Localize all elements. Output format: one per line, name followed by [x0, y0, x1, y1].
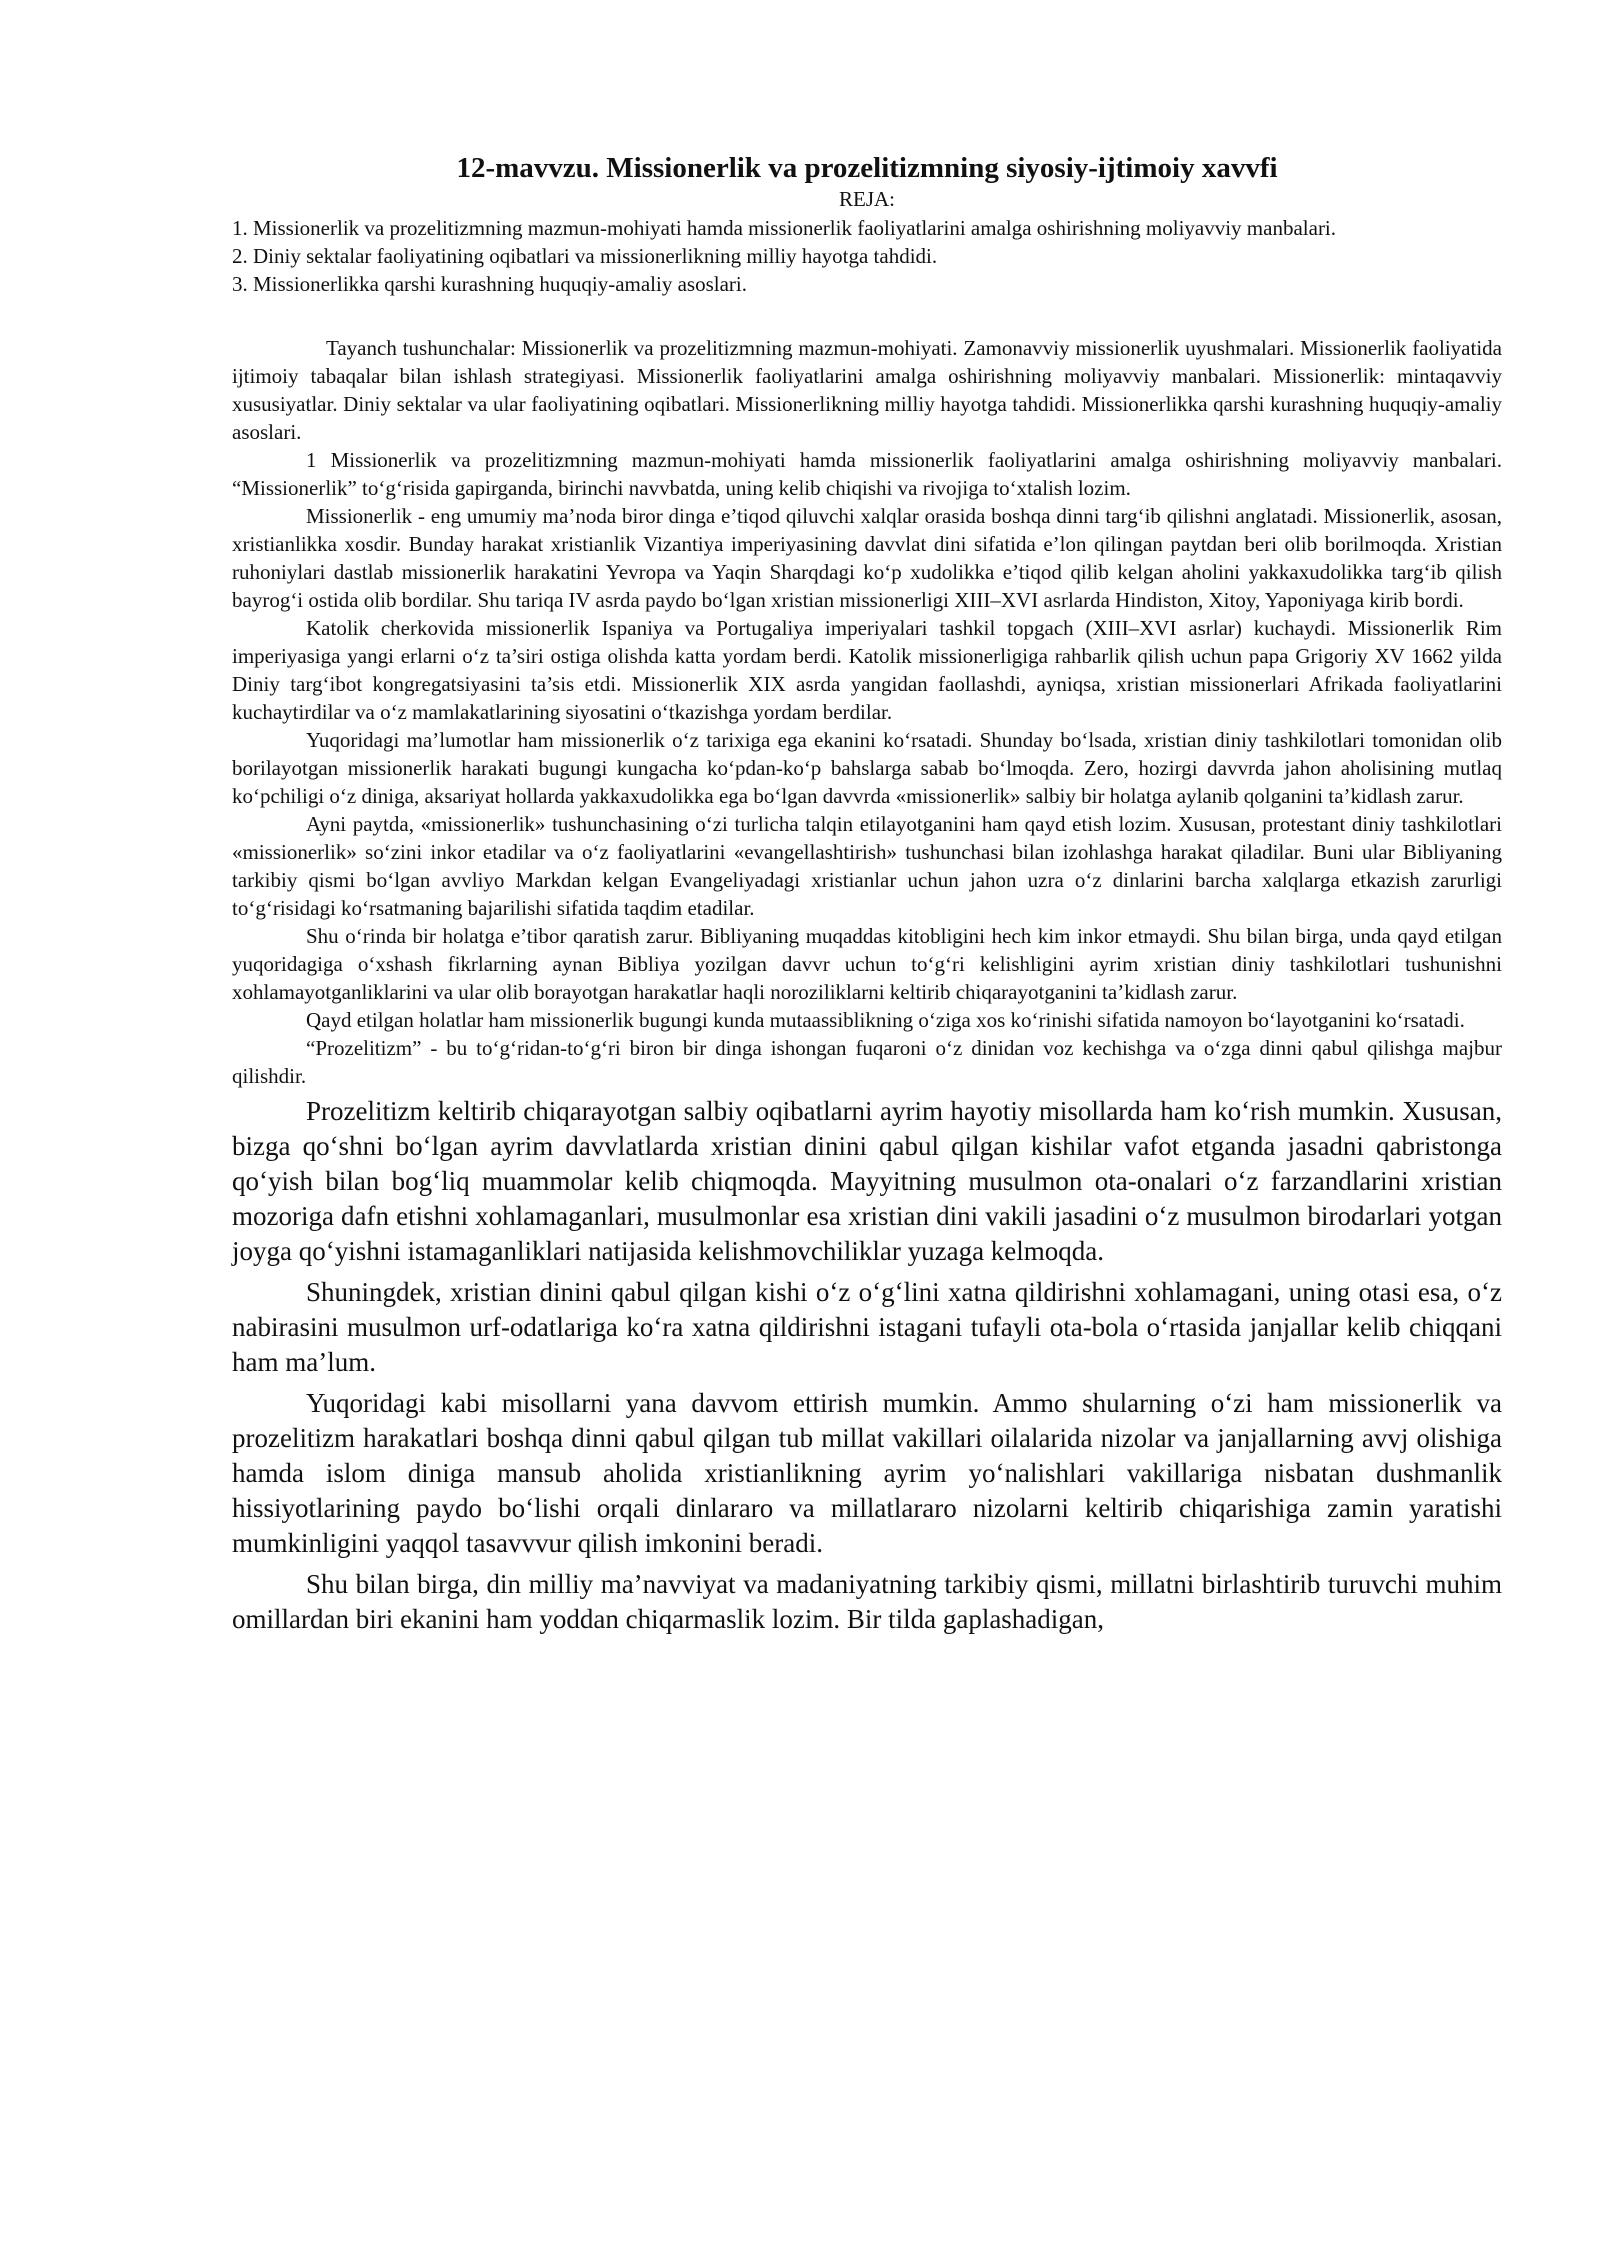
- body-paragraph: Shuningdek, xristian dinini qabul qilgan kishi o‘z o‘g‘lini xatna qildirishni xohlamagani, uning otasi esa, o‘z nabirasini musulmon urf-odatlariga ko‘ra xatna qildirishni istagani tufayli ota-bola o‘rtasida janjallar kelib chiqqani ham ma’lum.: [232, 1277, 1502, 1377]
- body-paragraph: Katolik cherkovida missionerlik Ispaniya va Portugaliya imperiyalari tashkil topgach (XIII–XVI asrlar) kuchaydi. Missionerlik Rim imperiyasiga yangi erlarni o‘z ta’siri ostiga olishda katta yordam berdi. Katolik missionerligiga rahbarlik qilish uchun papa Grigoriy XV 1662 yilda Diniy targ‘ibot kongregatsiyasini ta’sis etdi. Missionerlik XIX asrda yangidan faollashdi, ayniqsa, xristian missionerlari Afrikada faoliyatlarini kuchaytirdilar va o‘z mamlakatlarining siyosatini o‘tkazishga yordam berdilar.: [232, 616, 1502, 724]
- plan-heading: REJA:: [838, 187, 895, 211]
- plan-item: 1. Missionerlik va prozelitizmning mazmun-mohiyati hamda missionerlik faoliyatlarini amalga oshirishning moliyavviy manbalari.: [232, 216, 1337, 240]
- body-paragraph: “Prozelitizm” - bu to‘g‘ridan-to‘g‘ri biron bir dinga ishongan fuqaroni o‘z dinidan voz kechishga va o‘zga dinni qabul qilishga majbur qilishdir.: [232, 1036, 1502, 1088]
- body-paragraph: Missionerlik - eng umumiy ma’noda biror dinga e’tiqod qiluvchi xalqlar orasida boshqa dinni targ‘ib qilishni anglatadi. Missionerlik, asosan, xristianlikka xosdir. Bunday harakat xristianlik Vizantiya imperiyasining davvlat dini sifatida e’lon qilingan paytdan beri olib borilmoqda. Xristian ruhoniylari dastlab missionerlik harakatini Yevropa va Yaqin Sharqdagi ko‘p xudolikka e’tiqod qilib kelgan aholini yakkaxudolikka targ‘ib qilish bayrog‘i ostida olib bordilar. Shu tariqa IV asrda paydo bo‘lgan xristian missionerligi XIII–XVI asrlarda Hindiston, Xitoy, Yaponiyaga kirib bordi.: [232, 504, 1502, 612]
- body-paragraph: Qayd etilgan holatlar ham missionerlik bugungi kunda mutaassiblikning o‘ziga xos ko‘rinishi sifatida namoyon bo‘layotganini ko‘rsatadi.: [306, 1008, 1465, 1032]
- document-page: [232, 150, 1502, 1637]
- plan-list: [232, 214, 1502, 298]
- document-title: 12-mavvzu. Missionerlik va prozelitizmning siyosiy-ijtimoiy xavvfi: [456, 152, 1278, 184]
- key-concepts-paragraph: Tayanch tushunchalar: Missionerlik va prozelitizmning mazmun-mohiyati. Zamonavviy missionerlik uyushmalari. Missionerlik faoliyatida ijtimoiy tabaqalar bilan ishlash strategiyasi. Missionerlik faoliyatlarini amalga oshirishning moliyavviy manbalari. Missionerlik: mintaqavviy xususiyatlar. Diniy sektalar va ular faoliyatining oqibatlari. Missionerlikning milliy hayotga tahdidi. Missionerlikka qarshi kurashning huquqiy-amaliy asoslari.: [232, 336, 1502, 444]
- plan-item: 2. Diniy sektalar faoliyatining oqibatlari va missionerlikning milliy hayotga tahdidi.: [232, 244, 938, 268]
- body-paragraph: Shu o‘rinda bir holatga e’tibor qaratish zarur. Bibliyaning muqaddas kitobligini hech kim inkor etmaydi. Shu bilan birga, unda qayd etilgan yuqoridagiga o‘xshash fikrlarning aynan Bibliya yozilgan davvr uchun to‘g‘ri kelishligini ayrim xristian diniy tashkilotlari tushunishni xohlamayotganliklarini va ular olib borayotgan harakatlar haqli noroziliklarni keltirib chiqarayotganini ta’kidlash zarur.: [232, 924, 1502, 1004]
- plan-item: 3. Missionerlikka qarshi kurashning huquqiy-amaliy asoslari.: [232, 272, 748, 296]
- body-paragraph: Ayni paytda, «missionerlik» tushunchasining o‘zi turlicha talqin etilayotganini ham qayd etish lozim. Xususan, protestant diniy tashkilotlari «missionerlik» so‘zini inkor etadilar va o‘z faoliyatlarini «evangellashtirish» tushunchasi bilan izohlashga harakat qiladilar. Buni ular Bibliyaning tarkibiy qismi bo‘lgan avvliyo Markdan kelgan Evangeliyadagi xristianlar uchun jahon uzra o‘z dinlarini barcha xalqlarga etkazish zarurligi to‘g‘risidagi ko‘rsatmaning bajarilishi sifatida taqdim etadilar.: [232, 812, 1502, 920]
- body-text-small: [232, 334, 1502, 1090]
- spacer: [232, 298, 1502, 334]
- body-text-large: [232, 1094, 1502, 1637]
- body-paragraph: Shu bilan birga, din milliy ma’navviyat va madaniyatning tarkibiy qismi, millatni birlashtirib turuvchi muhim omillardan biri ekanini ham yoddan chiqarmaslik lozim. Bir tilda gaplashadigan,: [232, 1569, 1502, 1634]
- body-paragraph: Yuqoridagi ma’lumotlar ham missionerlik o‘z tarixiga ega ekanini ko‘rsatadi. Shunday bo‘lsada, xristian diniy tashkilotlari tomonidan olib borilayotgan missionerlik harakati bugungi kungacha ko‘pdan-ko‘p bahslarga sabab bo‘lmoqda. Zero, hozirgi davvrda jahon aholisining mutlaq ko‘pchiligi o‘z diniga, aksariyat hollarda yakkaxudolikka ega bo‘lgan davvrda «missionerlik» salbiy bir holatga aylanib qolganini ta’kidlash zarur.: [232, 728, 1502, 808]
- body-paragraph: Prozelitizm keltirib chiqarayotgan salbiy oqibatlarni ayrim hayotiy misollarda ham ko‘rish mumkin. Xususan, bizga qo‘shni bo‘lgan ayrim davvlatlarda xristian dinini qabul qilgan kishilar vafot etganda jasadni qabristonga qo‘yish bilan bog‘liq muammolar kelib chiqmoqda. Mayyitning musulmon ota-onalari o‘z farzandlarini xristian mozoriga dafn etishni xohlamaganlari, musulmonlar esa xristian dini vakili jasadini o‘z musulmon birodarlari yotgan joyga qo‘yishni istamaganliklari natijasida kelishmovchiliklar yuzaga kelmoqda.: [232, 1096, 1502, 1266]
- body-paragraph: Yuqoridagi kabi misollarni yana davvom ettirish mumkin. Ammo shularning o‘zi ham missionerlik va prozelitizm harakatlari boshqa dinni qabul qilgan tub millat vakillari oilalarida nizolar va janjallarning avvj olishiga hamda islom diniga mansub aholida xristianlikning ayrim yo‘nalishlari vakillariga nisbatan dushmanlik hissiyotlarining paydo bo‘lishi orqali dinlararo va millatlararo nizolarni keltirib chiqarishiga zamin yaratishi mumkinligini yaqqol tasavvvur qilish imkonini beradi.: [232, 1388, 1502, 1558]
- body-paragraph: 1 Missionerlik va prozelitizmning mazmun-mohiyati hamda missionerlik faoliyatlarini amalga oshirishning moliyavviy manbalari. “Missionerlik” to‘g‘risida gapirganda, birinchi navvbatda, uning kelib chiqishi va rivojiga to‘xtalish lozim.: [232, 448, 1502, 500]
